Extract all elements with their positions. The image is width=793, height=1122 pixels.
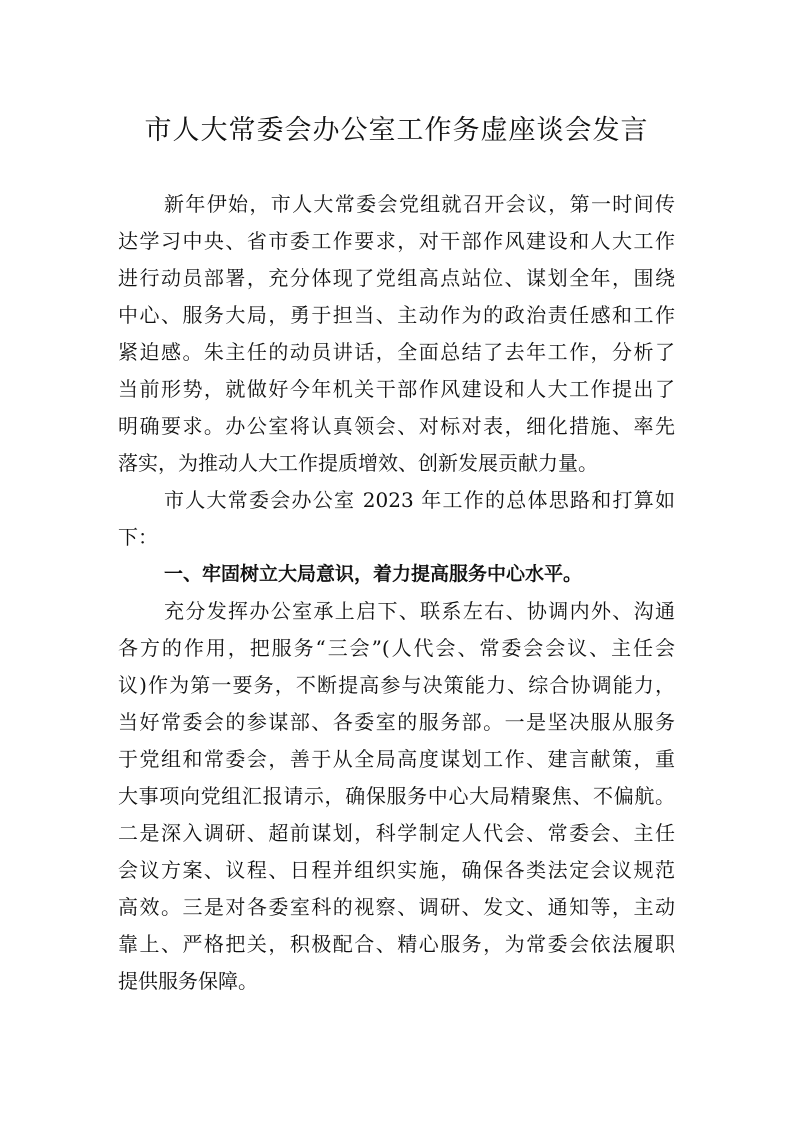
document-title: 市人大常委会办公室工作务虚座谈会发言: [144, 115, 649, 146]
text-line: 高效。三是对各委室科的视察、调研、发文、通知等，主动: [118, 895, 675, 919]
document-body: [118, 186, 675, 1000]
text-line: 大事项向党组汇报请示，确保服务中心大局精聚焦、不偏航。: [118, 784, 675, 808]
text-line: 达学习中央、省市委工作要求，对干部作风建设和人大工作: [118, 229, 675, 253]
text-line: 靠上、严格把关，积极配合、精心服务，为常委会依法履职: [118, 932, 675, 956]
text-line: 二是深入调研、超前谋划，科学制定人代会、常委会、主任: [118, 821, 675, 845]
text-line: 于党组和常委会，善于从全局高度谋划工作、建言献策，重: [118, 747, 675, 771]
text-line: 提供服务保障。: [118, 969, 258, 993]
text-line: 新年伊始，市人大常委会党组就召开会议，第一时间传: [164, 192, 675, 216]
text-line: 下：: [118, 525, 158, 549]
paragraph: [118, 593, 675, 1000]
text-line: 紧迫感。朱主任的动员讲话，全面总结了去年工作，分析了: [118, 340, 675, 364]
text-line: 市人大常委会办公室 2023 年工作的总体思路和打算如: [164, 488, 675, 512]
text-line: 当好常委会的参谋部、各委室的服务部。一是坚决服从服务: [118, 710, 675, 734]
paragraph: [118, 186, 675, 482]
text-line: 当前形势，就做好今年机关干部作风建设和人大工作提出了: [118, 377, 675, 401]
text-line: 进行动员部署，充分体现了党组高点站位、谋划全年，围绕: [118, 266, 675, 290]
text-line: 一、牢固树立大局意识，着力提高服务中心水平。: [164, 563, 583, 585]
text-line: 议)作为第一要务，不断提高参与决策能力、综合协调能力，: [118, 673, 675, 697]
text-line: 明确要求。办公室将认真领会、对标对表，细化措施、率先: [118, 414, 675, 438]
section-heading: [118, 556, 675, 593]
text-line: 各方的作用，把服务“三会”(人代会、常委会会议、主任会: [118, 636, 675, 660]
text-line: 落实，为推动人大工作提质增效、创新发展贡献力量。: [118, 451, 598, 475]
text-line: 中心、服务大局，勇于担当、主动作为的政治责任感和工作: [118, 303, 675, 327]
text-line: 充分发挥办公室承上启下、联系左右、协调内外、沟通: [164, 599, 675, 623]
paragraph: [118, 482, 675, 556]
text-line: 会议方案、议程、日程并组织实施，确保各类法定会议规范: [118, 858, 675, 882]
